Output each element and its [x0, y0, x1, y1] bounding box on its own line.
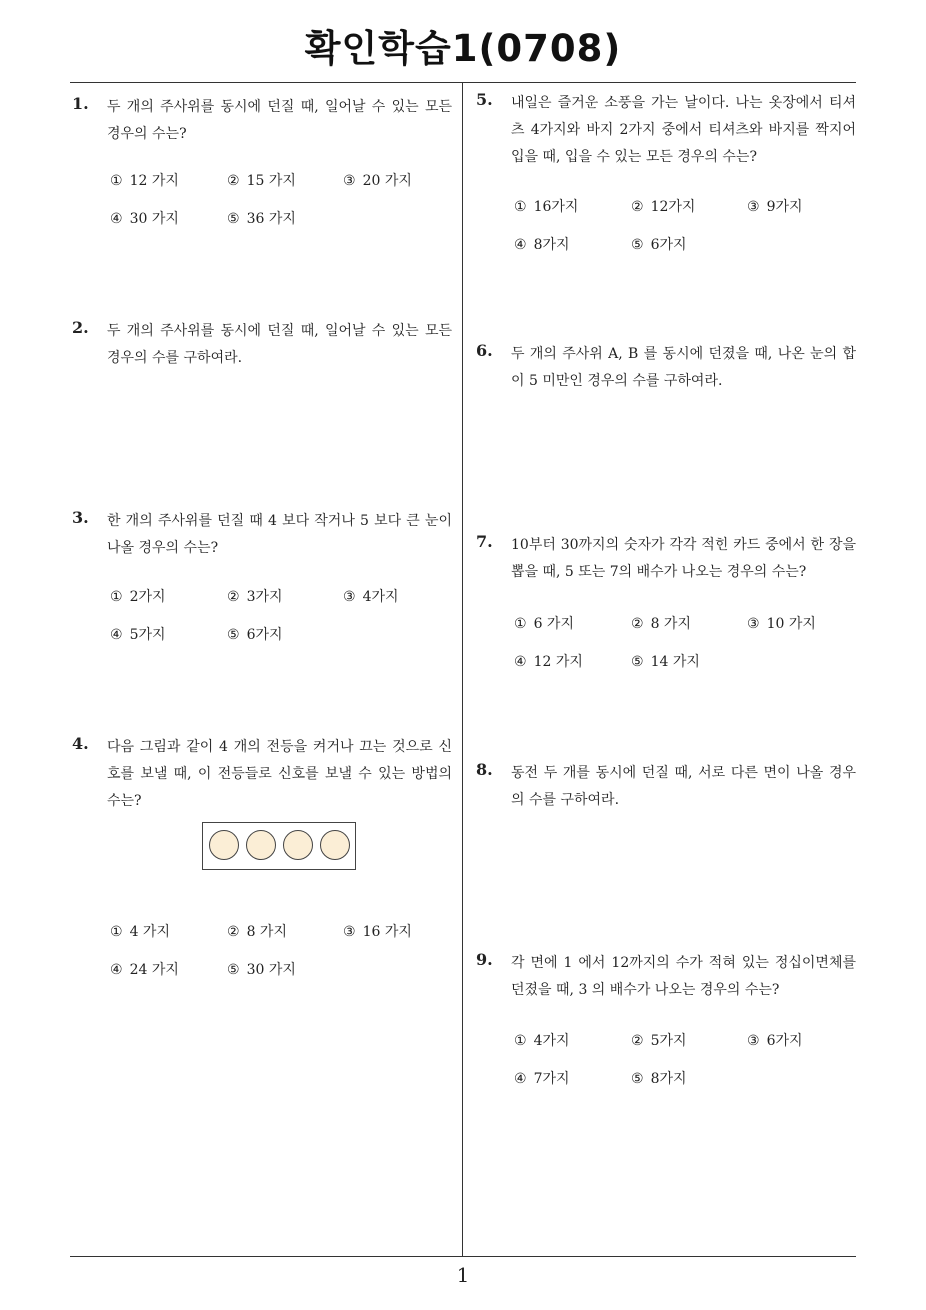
signal-lamps-figure [202, 822, 356, 870]
option-2[interactable]: ② 8 가지 [631, 616, 691, 632]
option-1[interactable]: ① 12 가지 [110, 173, 179, 189]
option-4[interactable]: ④ 30 가지 [110, 211, 179, 227]
option-4[interactable]: ④ 7가지 [514, 1071, 570, 1087]
lamp [209, 830, 239, 860]
option-2[interactable]: ② 15 가지 [227, 173, 296, 189]
option-4[interactable]: ④ 12 가지 [514, 654, 583, 670]
option-1[interactable]: ① 16가지 [514, 199, 579, 215]
question-text: 두 개의 주사위 A, B 를 동시에 던졌을 때, 나온 눈의 합이 5 미만인 경우의 수를 구하여라. [511, 346, 856, 389]
question-text: 다음 그림과 같이 4 개의 전등을 켜거나 끄는 것으로 신호를 보낼 때, 이 전등들로 신호를 보낼 수 있는 방법의 수는? [107, 739, 452, 809]
option-2[interactable]: ② 8 가지 [227, 924, 287, 940]
question-text: 두 개의 주사위를 동시에 던질 때, 일어날 수 있는 모든 경우의 수는? [107, 99, 452, 142]
question-4 [72, 734, 452, 815]
question-text: 내일은 즐거운 소풍을 가는 날이다. 나는 옷장에서 티셔츠 4가지와 바지 2가지 중에서 티셔츠와 바지를 짝지어 입을 때, 입을 수 있는 모든 경우의 수는? [511, 95, 856, 165]
option-3[interactable]: ③ 16 가지 [343, 924, 412, 940]
question-text: 10부터 30까지의 숫자가 각각 적힌 카드 중에서 한 장을 뽑을 때, 5 또는 7의 배수가 나오는 경우의 수는? [511, 537, 856, 580]
option-4[interactable]: ④ 5가지 [110, 627, 166, 643]
question-number: 3. [72, 508, 89, 527]
option-3[interactable]: ③ 9가지 [747, 199, 803, 215]
option-5[interactable]: ⑤ 6가지 [227, 627, 283, 643]
question-8 [476, 760, 856, 814]
question-number: 6. [476, 341, 493, 360]
option-1[interactable]: ① 6 가지 [514, 616, 574, 632]
question-text: 동전 두 개를 동시에 던질 때, 서로 다른 면이 나올 경우의 수를 구하여라. [511, 765, 856, 808]
question-number: 8. [476, 760, 493, 779]
question-5 [476, 90, 856, 171]
question-text: 두 개의 주사위를 동시에 던질 때, 일어날 수 있는 모든 경우의 수를 구하여라. [107, 323, 452, 366]
lamp [283, 830, 313, 860]
question-number: 2. [72, 318, 89, 337]
option-5[interactable]: ⑤ 14 가지 [631, 654, 700, 670]
question-text: 한 개의 주사위를 던질 때 4 보다 작거나 5 보다 큰 눈이 나올 경우의 수는? [107, 513, 452, 556]
question-7 [476, 532, 856, 586]
question-1 [72, 94, 452, 148]
option-5[interactable]: ⑤ 8가지 [631, 1071, 687, 1087]
question-9 [476, 950, 856, 1004]
option-3[interactable]: ③ 20 가지 [343, 173, 412, 189]
bottom-rule [70, 1256, 856, 1257]
option-4[interactable]: ④ 24 가지 [110, 962, 179, 978]
question-number: 5. [476, 90, 493, 109]
question-2 [72, 318, 452, 372]
option-5[interactable]: ⑤ 30 가지 [227, 962, 296, 978]
option-1[interactable]: ① 4가지 [514, 1033, 570, 1049]
question-number: 1. [72, 94, 89, 113]
question-text: 각 면에 1 에서 12까지의 수가 적혀 있는 정십이면체를 던졌을 때, 3 의 배수가 나오는 경우의 수는? [511, 955, 856, 998]
question-6 [476, 341, 856, 395]
page-number: 1 [456, 1263, 470, 1287]
lamp [246, 830, 276, 860]
column-divider [462, 82, 463, 1256]
option-2[interactable]: ② 12가지 [631, 199, 696, 215]
lamp [320, 830, 350, 860]
question-number: 9. [476, 950, 493, 969]
question-number: 7. [476, 532, 493, 551]
option-2[interactable]: ② 5가지 [631, 1033, 687, 1049]
question-number: 4. [72, 734, 89, 753]
option-5[interactable]: ⑤ 36 가지 [227, 211, 296, 227]
option-1[interactable]: ① 2가지 [110, 589, 166, 605]
option-1[interactable]: ① 4 가지 [110, 924, 170, 940]
option-5[interactable]: ⑤ 6가지 [631, 237, 687, 253]
page-title: 확인학습1(0708) [304, 27, 622, 70]
option-3[interactable]: ③ 4가지 [343, 589, 399, 605]
option-3[interactable]: ③ 10 가지 [747, 616, 816, 632]
top-rule [70, 82, 856, 83]
option-3[interactable]: ③ 6가지 [747, 1033, 803, 1049]
option-2[interactable]: ② 3가지 [227, 589, 283, 605]
option-4[interactable]: ④ 8가지 [514, 237, 570, 253]
question-3 [72, 508, 452, 562]
